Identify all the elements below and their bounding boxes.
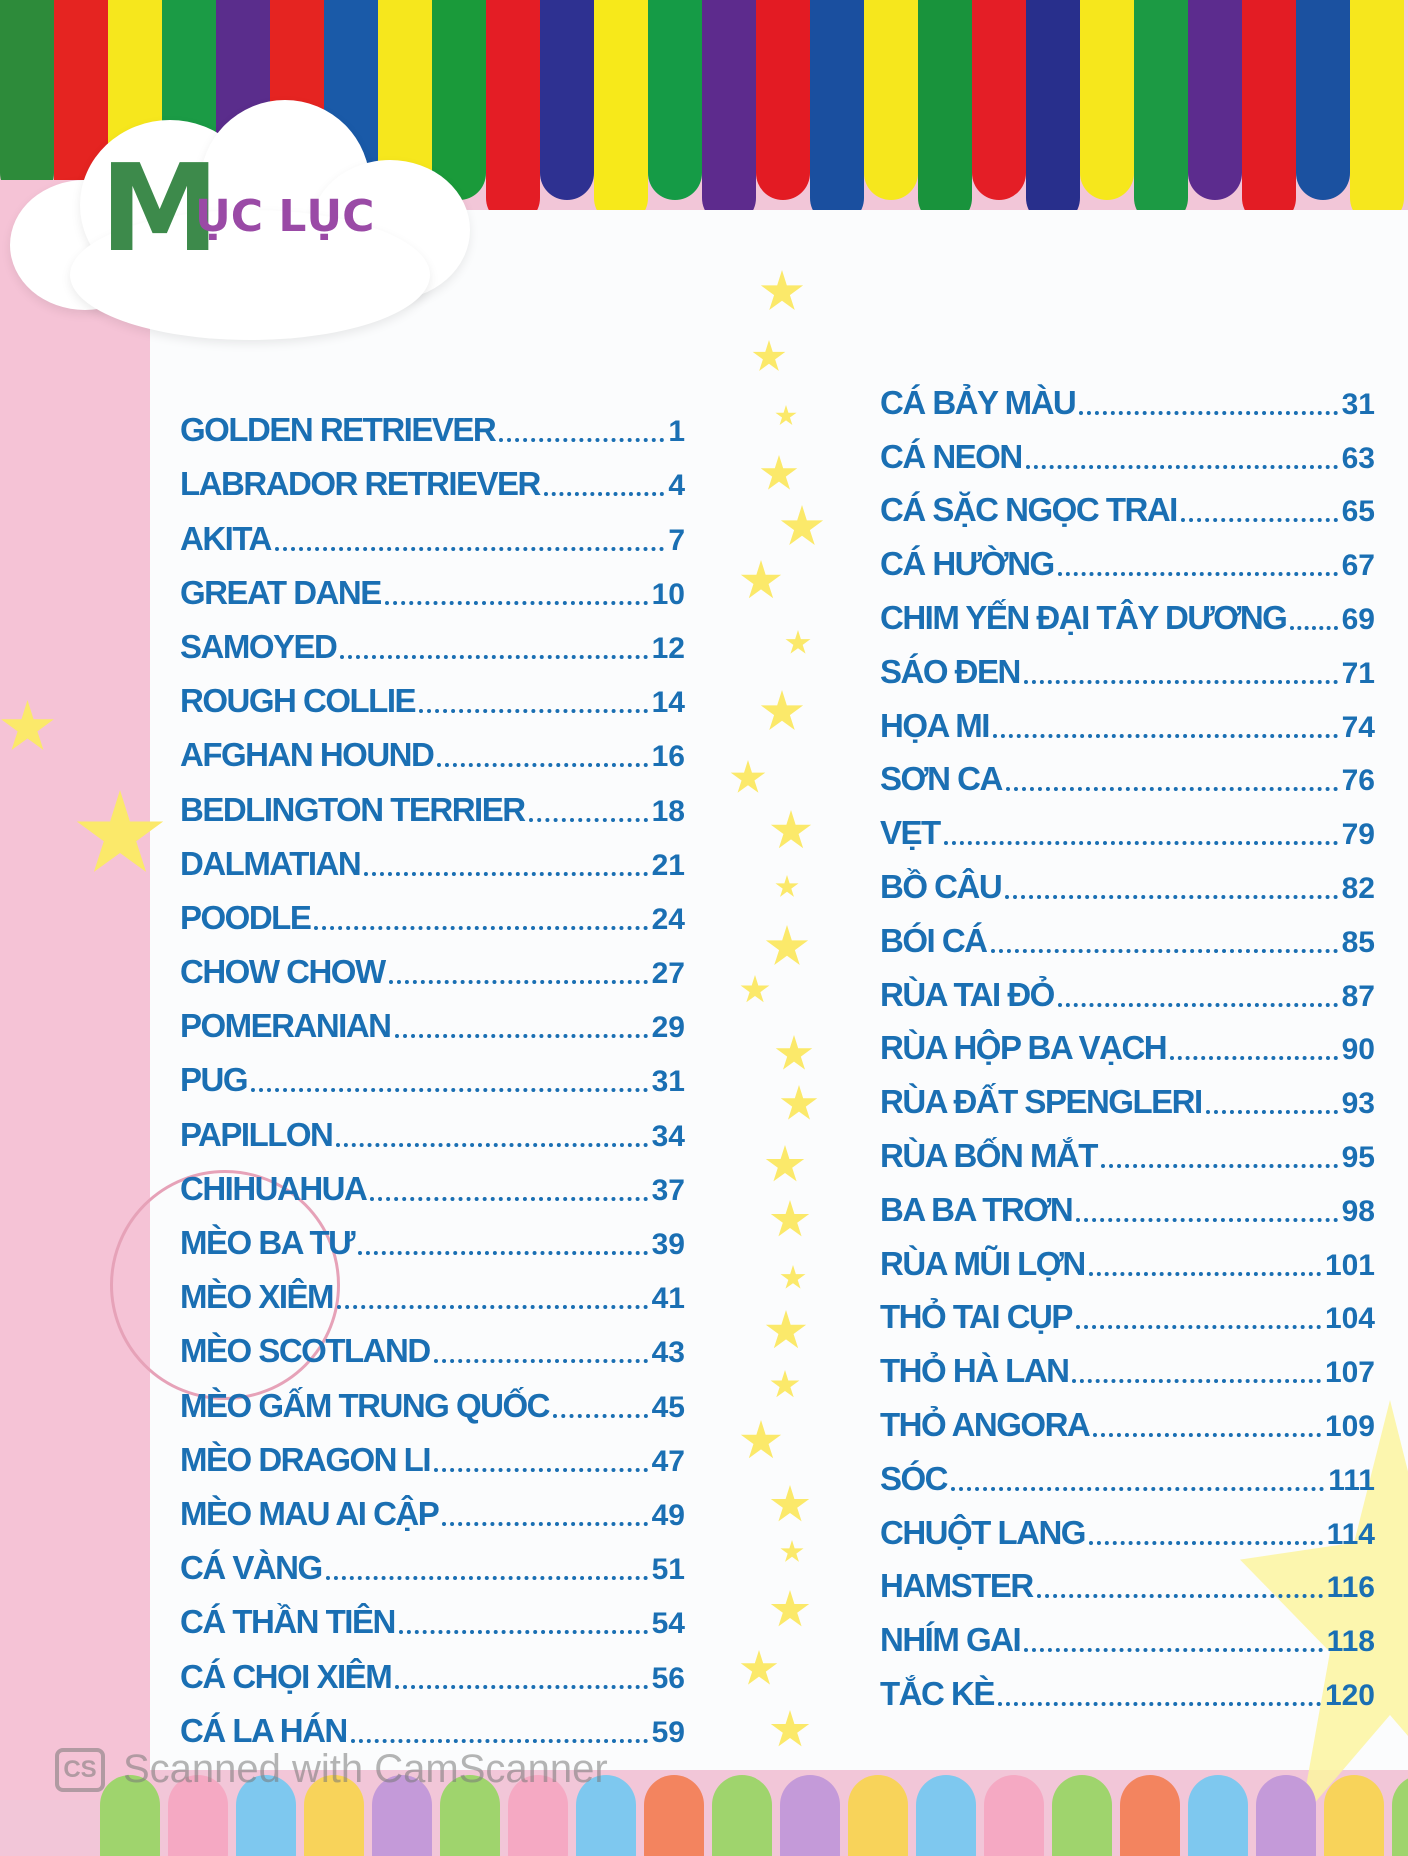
toc-dot-leader (437, 763, 647, 767)
toc-left-column (180, 395, 685, 1750)
toc-entry-title: RÙA HỘP BA VẠCH (880, 1029, 1167, 1067)
stripe (486, 0, 540, 225)
toc-entry-page: 24 (651, 902, 685, 936)
toc-entry-page: 18 (651, 794, 685, 828)
toc-entry (880, 1067, 1375, 1121)
toc-dot-leader (314, 926, 647, 930)
toc-entry-title: CÁ CHỌI XIÊM (180, 1657, 392, 1695)
toc-dot-leader (364, 872, 647, 876)
toc-dot-leader (1206, 1110, 1338, 1114)
toc-entry (180, 991, 685, 1045)
toc-entry (180, 1425, 685, 1479)
toc-entry (880, 583, 1375, 637)
toc-dot-leader (395, 1685, 647, 1689)
stripe (810, 0, 864, 225)
toc-dot-leader (326, 1576, 648, 1580)
toc-right-column (880, 368, 1375, 1713)
toc-entry-page: 47 (651, 1444, 685, 1478)
toc-entry-title: MÈO DRAGON LI (180, 1440, 430, 1478)
toc-entry (180, 1587, 685, 1641)
toc-entry-title: CÁ NEON (880, 437, 1022, 475)
toc-entry-title: ROUGH COLLIE (180, 682, 415, 720)
toc-dot-leader (529, 818, 648, 822)
toc-entry-page: 29 (651, 1011, 685, 1045)
toc-entry-page: 7 (668, 523, 685, 557)
toc-entry-page: 43 (651, 1336, 685, 1370)
toc-dot-leader (395, 1034, 648, 1038)
toc-entry-title: THỎ ANGORA (880, 1405, 1090, 1443)
toc-entry-page: 51 (651, 1553, 685, 1587)
toc-entry-page: 120 (1324, 1678, 1375, 1712)
toc-dot-leader (1101, 1164, 1338, 1168)
toc-entry (880, 1121, 1375, 1175)
toc-entry-title: SÁO ĐEN (880, 652, 1020, 690)
toc-entry (180, 1045, 685, 1099)
toc-dot-leader (370, 1197, 647, 1201)
stripe (1134, 0, 1188, 225)
toc-dot-leader (434, 1359, 648, 1363)
toc-entry-title: CHIM YẾN ĐẠI TÂY DƯƠNG (880, 598, 1287, 636)
toc-entry-title: POODLE (180, 898, 311, 936)
toc-entry-title: GREAT DANE (180, 573, 381, 611)
toc-entry (180, 666, 685, 720)
toc-dot-leader (1026, 465, 1338, 469)
toc-entry-page: 90 (1341, 1033, 1375, 1067)
bottom-dot (916, 1775, 976, 1856)
toc-dot-leader (544, 492, 664, 496)
toc-entry-title: RÙA TAI ĐỎ (880, 975, 1054, 1013)
toc-entry-title: SAMOYED (180, 627, 337, 665)
toc-entry (880, 1444, 1375, 1498)
toc-entry-title: THỎ TAI CỤP (880, 1298, 1072, 1336)
toc-entry-page: 87 (1341, 979, 1375, 1013)
toc-entry (180, 558, 685, 612)
toc-entry-title: MÈO MAU AI CẬP (180, 1494, 439, 1532)
toc-entry-title: CHUỘT LANG (880, 1513, 1085, 1551)
toc-dot-leader (358, 1251, 648, 1255)
toc-entry (880, 1283, 1375, 1337)
toc-dot-leader (337, 1305, 648, 1309)
toc-entry-title: BA BA TRƠN (880, 1190, 1073, 1228)
stripe (756, 0, 810, 200)
toc-entry-page: 114 (1326, 1517, 1375, 1551)
bottom-dot (712, 1775, 772, 1856)
toc-entry-page: 21 (651, 848, 685, 882)
toc-entry-page: 85 (1341, 925, 1375, 959)
stripe (594, 0, 648, 225)
toc-entry-title: CÁ THẦN TIÊN (180, 1603, 395, 1641)
stripe (1026, 0, 1080, 225)
toc-dot-leader (1170, 1056, 1337, 1060)
toc-entry (180, 937, 685, 991)
toc-dot-leader (340, 655, 647, 659)
title-initial: M (100, 140, 220, 279)
stripe (540, 0, 594, 200)
toc-dot-leader (993, 734, 1338, 738)
stripe (1080, 0, 1134, 200)
toc-entry (880, 906, 1375, 960)
bottom-dot (848, 1775, 908, 1856)
stripe (1188, 0, 1242, 200)
toc-dot-leader (998, 1702, 1321, 1706)
toc-entry-title: LABRADOR RETRIEVER (180, 465, 540, 503)
toc-entry-title: RÙA ĐẤT SPENGLERI (880, 1083, 1202, 1121)
bottom-dot (780, 1775, 840, 1856)
toc-dot-leader (1079, 411, 1337, 415)
toc-entry-page: 104 (1324, 1302, 1375, 1336)
toc-entry (180, 1099, 685, 1153)
toc-dot-leader (1089, 1272, 1321, 1276)
toc-entry-page: 63 (1341, 441, 1375, 475)
toc-dot-leader (1072, 1379, 1320, 1383)
toc-entry-page: 16 (651, 740, 685, 774)
toc-entry (880, 1390, 1375, 1444)
toc-entry-title: SƠN CA (880, 760, 1002, 798)
toc-entry-title: POMERANIAN (180, 1007, 391, 1045)
toc-entry (180, 1208, 685, 1262)
toc-entry-page: 65 (1341, 495, 1375, 529)
toc-entry-page: 76 (1341, 764, 1375, 798)
toc-entry (880, 745, 1375, 799)
stripe (972, 0, 1026, 200)
toc-entry-page: 27 (651, 957, 685, 991)
toc-dot-leader (1058, 1003, 1338, 1007)
toc-entry (880, 1605, 1375, 1659)
toc-entry-title: PUG (180, 1061, 248, 1099)
toc-entry (880, 1659, 1375, 1713)
toc-entry (180, 449, 685, 503)
toc-entry-page: 31 (651, 1065, 685, 1099)
toc-entry-title: BỒ CÂU (880, 867, 1002, 905)
toc-entry-page: 116 (1326, 1571, 1375, 1605)
toc-entry-page: 49 (651, 1498, 685, 1532)
bottom-dot (984, 1775, 1044, 1856)
toc-entry-page: 109 (1324, 1409, 1375, 1443)
toc-entry-title: CÁ SẶC NGỌC TRAI (880, 491, 1177, 529)
toc-entry-page: 37 (651, 1173, 685, 1207)
stripe (1350, 0, 1404, 225)
toc-entry-page: 34 (651, 1119, 685, 1153)
toc-entry-title: HAMSTER (880, 1567, 1033, 1605)
toc-entry-page: 4 (668, 469, 685, 503)
toc-dot-leader (419, 709, 648, 713)
toc-dot-leader (389, 980, 648, 984)
toc-entry-page: 107 (1324, 1356, 1375, 1390)
toc-entry (880, 1336, 1375, 1390)
toc-entry-title: AFGHAN HOUND (180, 736, 434, 774)
toc-entry-page: 93 (1341, 1087, 1375, 1121)
toc-entry-title: CHIHUAHUA (180, 1169, 367, 1207)
toc-entry-page: 98 (1341, 1194, 1375, 1228)
bottom-dot (1256, 1775, 1316, 1856)
toc-dot-leader (1181, 518, 1338, 522)
bottom-dot (1052, 1775, 1112, 1856)
toc-entry (180, 1696, 685, 1750)
toc-entry (880, 1175, 1375, 1229)
toc-entry-page: 59 (651, 1715, 685, 1749)
toc-entry (180, 720, 685, 774)
toc-entry-title: MÈO SCOTLAND (180, 1332, 430, 1370)
toc-dot-leader (991, 949, 1338, 953)
toc-entry-page: 45 (651, 1390, 685, 1424)
bottom-dot (1120, 1775, 1180, 1856)
toc-dot-leader (1076, 1325, 1321, 1329)
toc-entry (180, 1533, 685, 1587)
toc-entry-page: 95 (1341, 1140, 1375, 1174)
watermark (55, 1747, 608, 1792)
toc-entry (180, 883, 685, 937)
toc-dot-leader (1005, 895, 1337, 899)
toc-entry (180, 503, 685, 557)
toc-entry-title: BÓI CÁ (880, 921, 987, 959)
toc-entry-title: RÙA BỐN MẮT (880, 1136, 1097, 1174)
toc-entry-page: 71 (1341, 656, 1375, 690)
bottom-dot (644, 1775, 704, 1856)
toc-entry-page: 82 (1341, 871, 1375, 905)
toc-entry-title: MÈO BA TƯ (180, 1224, 354, 1261)
toc-entry (180, 829, 685, 883)
toc-entry (880, 1229, 1375, 1283)
toc-entry-title: NHÍM GAI (880, 1621, 1021, 1659)
toc-entry (880, 1552, 1375, 1606)
toc-dot-leader (1037, 1594, 1323, 1598)
toc-entry (880, 691, 1375, 745)
toc-entry-page: 41 (651, 1282, 685, 1316)
toc-entry-page: 118 (1326, 1625, 1375, 1659)
toc-entry (180, 1641, 685, 1695)
toc-entry (180, 1262, 685, 1316)
toc-dot-leader (499, 438, 664, 442)
toc-entry (180, 774, 685, 828)
camscanner-logo-icon: CS (55, 1748, 105, 1792)
toc-dot-leader (1024, 1648, 1322, 1652)
toc-entry-page: 74 (1341, 710, 1375, 744)
toc-entry-title: DALMATIAN (180, 844, 361, 882)
bottom-dot (1188, 1775, 1248, 1856)
stripe (1296, 0, 1350, 200)
toc-dot-leader (951, 1487, 1324, 1491)
toc-entry-page: 101 (1324, 1248, 1375, 1282)
toc-entry-title: TẮC KÈ (880, 1674, 994, 1712)
toc-entry-page: 10 (651, 577, 685, 611)
toc-dot-leader (1076, 1218, 1337, 1222)
toc-dot-leader (251, 1088, 648, 1092)
toc-dot-leader (399, 1630, 648, 1634)
toc-entry-title: CÁ BẢY MÀU (880, 383, 1076, 421)
toc-dot-leader (434, 1468, 648, 1472)
toc-entry-title: GOLDEN RETRIEVER (180, 411, 496, 449)
toc-entry (880, 422, 1375, 476)
toc-entry-title: MÈO GẤM TRUNG QUỐC (180, 1386, 549, 1424)
toc-entry-title: THỎ HÀ LAN (880, 1352, 1069, 1390)
toc-entry (180, 1154, 685, 1208)
toc-entry (880, 852, 1375, 906)
toc-entry-page: 31 (1341, 387, 1375, 421)
toc-entry-page: 54 (651, 1607, 685, 1641)
toc-entry (880, 960, 1375, 1014)
toc-dot-leader (442, 1522, 647, 1526)
toc-entry (180, 612, 685, 666)
toc-entry-page: 111 (1328, 1463, 1375, 1497)
toc-entry (880, 476, 1375, 530)
toc-dot-leader (385, 601, 648, 605)
toc-entry-page: 56 (651, 1661, 685, 1695)
toc-dot-leader (1024, 680, 1338, 684)
toc-dot-leader (1093, 1433, 1321, 1437)
toc-entry (880, 529, 1375, 583)
toc-entry-page: 69 (1341, 602, 1375, 636)
toc-dot-leader (351, 1739, 648, 1743)
toc-entry (180, 1370, 685, 1424)
toc-dot-leader (1006, 787, 1338, 791)
toc-entry-title: CHOW CHOW (180, 953, 385, 991)
toc-entry (880, 637, 1375, 691)
toc-entry-title: CÁ VÀNG (180, 1549, 322, 1587)
toc-entry (180, 395, 685, 449)
toc-entry-page: 39 (651, 1228, 685, 1261)
toc-entry-title: BEDLINGTON TERRIER (180, 790, 525, 828)
toc-entry (880, 1014, 1375, 1068)
toc-dot-leader (336, 1143, 647, 1147)
toc-entry-title: RÙA MŨI LỢN (880, 1244, 1085, 1282)
toc-entry-title: PAPILLON (180, 1115, 333, 1153)
toc-entry (880, 1498, 1375, 1552)
toc-dot-leader (944, 841, 1338, 845)
toc-entry-page: 12 (651, 631, 685, 665)
toc-entry-page: 1 (668, 415, 685, 449)
toc-dot-leader (1058, 572, 1338, 576)
toc-entry-title: HỌA MI (880, 706, 989, 744)
bottom-dot (1324, 1775, 1384, 1856)
toc-dot-leader (275, 547, 664, 551)
title-rest: ỤC LỤC (195, 191, 375, 242)
toc-entry-page: 79 (1341, 818, 1375, 852)
stripe (918, 0, 972, 225)
toc-entry-page: 67 (1341, 549, 1375, 583)
stripe (1242, 0, 1296, 225)
toc-entry-title: AKITA (180, 519, 271, 557)
toc-entry-title: CÁ HƯỜNG (880, 545, 1054, 583)
watermark-text: Scanned with CamScanner (123, 1747, 608, 1791)
toc-dot-leader (1290, 626, 1337, 630)
stripe (864, 0, 918, 200)
left-pink-panel (0, 180, 160, 1800)
toc-dot-leader (1089, 1541, 1323, 1545)
toc-entry-title: CÁ LA HÁN (180, 1711, 347, 1749)
toc-entry-title: VẸT (880, 814, 940, 852)
toc-entry (180, 1479, 685, 1533)
toc-entry-title: MÈO XIÊM (180, 1278, 334, 1316)
toc-dot-leader (553, 1414, 648, 1418)
toc-entry-title: SÓC (880, 1459, 948, 1497)
bottom-dot (1392, 1775, 1408, 1856)
stripe (648, 0, 702, 200)
toc-entry (880, 798, 1375, 852)
toc-entry (880, 368, 1375, 422)
toc-entry-page: 14 (651, 686, 685, 720)
stripe (702, 0, 756, 225)
toc-entry (180, 1316, 685, 1370)
